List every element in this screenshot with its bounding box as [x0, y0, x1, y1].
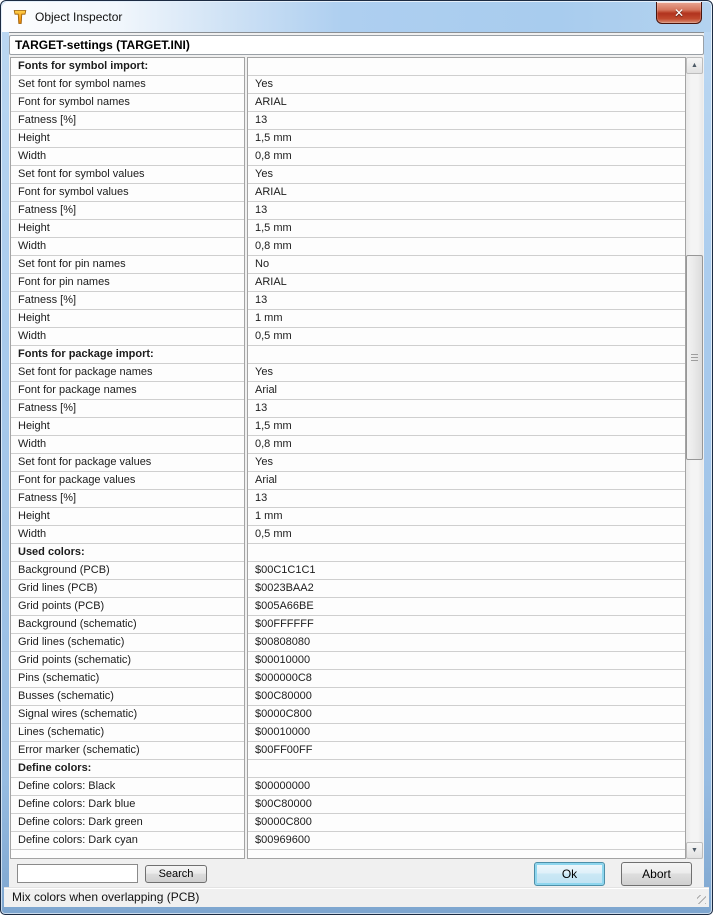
search-input[interactable] [17, 864, 138, 883]
property-label[interactable]: Font for symbol names [11, 94, 244, 112]
property-value[interactable]: 13 [248, 400, 685, 418]
property-label[interactable]: Fatness [%] [11, 292, 244, 310]
property-value[interactable]: ARIAL [248, 274, 685, 292]
property-value[interactable]: 0,8 mm [248, 238, 685, 256]
property-value[interactable]: $00FFFFFF [248, 616, 685, 634]
dialog-content [9, 32, 704, 907]
status-bar [4, 887, 709, 907]
property-value[interactable]: $00000000 [248, 778, 685, 796]
property-label[interactable]: Height [11, 310, 244, 328]
property-label[interactable]: Background (schematic) [11, 616, 244, 634]
property-value[interactable] [248, 58, 685, 76]
property-value[interactable]: 1 mm [248, 310, 685, 328]
property-value[interactable]: $00C80000 [248, 688, 685, 706]
target-app-icon [12, 9, 28, 25]
status-text: Mix colors when overlapping (PCB) [12, 890, 200, 904]
property-label[interactable]: Define colors: [11, 760, 244, 778]
scrollbar-thumb[interactable] [686, 255, 703, 460]
property-label[interactable]: Grid lines (PCB) [11, 580, 244, 598]
property-value[interactable] [248, 346, 685, 364]
property-value[interactable]: 13 [248, 490, 685, 508]
bottom-bar [9, 859, 704, 890]
property-label[interactable]: Fatness [%] [11, 112, 244, 130]
scroll-up-arrow-icon[interactable]: ▲ [686, 57, 703, 74]
property-label[interactable]: Height [11, 508, 244, 526]
property-label[interactable]: Width [11, 328, 244, 346]
property-label[interactable]: Define colors: Dark green [11, 814, 244, 832]
window-title: Object Inspector [35, 10, 123, 24]
property-value[interactable]: No [248, 256, 685, 274]
property-label[interactable]: Width [11, 526, 244, 544]
property-value[interactable]: Yes [248, 454, 685, 472]
property-label[interactable]: Lines (schematic) [11, 724, 244, 742]
property-label[interactable]: Grid lines (schematic) [11, 634, 244, 652]
property-value[interactable]: $00010000 [248, 652, 685, 670]
property-values-pane [247, 57, 686, 859]
property-value[interactable]: $005A66BE [248, 598, 685, 616]
property-label[interactable]: Define colors: Black [11, 778, 244, 796]
close-icon: ✕ [673, 5, 685, 20]
property-label[interactable]: Fatness [%] [11, 202, 244, 220]
scrollbar-grip-icon [691, 354, 698, 361]
property-value[interactable] [248, 544, 685, 562]
property-label[interactable]: Set font for symbol names [11, 76, 244, 94]
property-value[interactable]: $000000C8 [248, 670, 685, 688]
property-label[interactable]: Font for symbol values [11, 184, 244, 202]
property-value[interactable]: 0,8 mm [248, 148, 685, 166]
property-label[interactable]: Set font for symbol values [11, 166, 244, 184]
property-label[interactable]: Error marker (schematic) [11, 742, 244, 760]
property-label[interactable]: Width [11, 238, 244, 256]
property-value[interactable] [248, 760, 685, 778]
resize-grip[interactable] [697, 895, 706, 904]
property-value[interactable]: $00010000 [248, 724, 685, 742]
property-value[interactable]: 1 mm [248, 508, 685, 526]
property-value[interactable]: Arial [248, 382, 685, 400]
title-bar[interactable] [2, 2, 711, 32]
property-value[interactable]: 13 [248, 292, 685, 310]
property-label[interactable]: Set font for pin names [11, 256, 244, 274]
property-value[interactable]: ARIAL [248, 184, 685, 202]
property-label[interactable]: Fatness [%] [11, 490, 244, 508]
property-value[interactable]: $00FF00FF [248, 742, 685, 760]
property-label[interactable]: Set font for package names [11, 364, 244, 382]
property-value[interactable]: 1,5 mm [248, 220, 685, 238]
property-label[interactable]: Font for pin names [11, 274, 244, 292]
property-label[interactable]: Signal wires (schematic) [11, 706, 244, 724]
property-value[interactable]: Yes [248, 364, 685, 382]
property-label[interactable]: Pins (schematic) [11, 670, 244, 688]
abort-button[interactable]: Abort [621, 862, 692, 886]
property-value[interactable]: Yes [248, 166, 685, 184]
property-value[interactable]: 0,5 mm [248, 328, 685, 346]
property-value[interactable]: $00C1C1C1 [248, 562, 685, 580]
property-value[interactable]: 1,5 mm [248, 130, 685, 148]
property-value[interactable]: ARIAL [248, 94, 685, 112]
property-label[interactable]: Font for package values [11, 472, 244, 490]
property-label[interactable]: Background (PCB) [11, 562, 244, 580]
property-value[interactable]: $00969600 [248, 832, 685, 850]
property-label[interactable]: Width [11, 148, 244, 166]
property-label[interactable]: Grid points (PCB) [11, 598, 244, 616]
property-label[interactable]: Height [11, 418, 244, 436]
property-label[interactable]: Height [11, 130, 244, 148]
property-label[interactable]: Fatness [%] [11, 400, 244, 418]
property-label[interactable]: Fonts for symbol import: [11, 58, 244, 76]
property-label[interactable]: Height [11, 220, 244, 238]
property-value[interactable]: $00C80000 [248, 796, 685, 814]
property-value[interactable]: 13 [248, 202, 685, 220]
close-button[interactable] [656, 2, 702, 24]
object-name-field[interactable]: TARGET-settings (TARGET.INI) [9, 35, 704, 55]
property-value[interactable]: $0000C800 [248, 814, 685, 832]
property-label[interactable]: Define colors: Dark cyan [11, 832, 244, 850]
property-labels-pane [10, 57, 245, 859]
search-button[interactable]: Search [145, 865, 207, 883]
property-value[interactable]: $0023BAA2 [248, 580, 685, 598]
scroll-down-arrow-icon[interactable]: ▼ [686, 842, 703, 859]
property-value[interactable]: $00808080 [248, 634, 685, 652]
property-label[interactable]: Font for package names [11, 382, 244, 400]
property-value[interactable]: Yes [248, 76, 685, 94]
property-value[interactable]: 0,5 mm [248, 526, 685, 544]
vertical-scrollbar[interactable] [686, 57, 703, 859]
property-value[interactable]: 13 [248, 112, 685, 130]
property-value[interactable]: 0,8 mm [248, 436, 685, 454]
property-label[interactable]: Define colors: Dark blue [11, 796, 244, 814]
property-label[interactable]: Set font for package values [11, 454, 244, 472]
property-value[interactable]: Arial [248, 472, 685, 490]
property-value[interactable]: 1,5 mm [248, 418, 685, 436]
property-value[interactable]: $0000C800 [248, 706, 685, 724]
property-label[interactable]: Width [11, 436, 244, 454]
property-label[interactable]: Fonts for package import: [11, 346, 244, 364]
property-label[interactable]: Used colors: [11, 544, 244, 562]
ok-button[interactable]: Ok [534, 862, 605, 886]
property-label[interactable]: Busses (schematic) [11, 688, 244, 706]
property-label[interactable]: Grid points (schematic) [11, 652, 244, 670]
property-grid [10, 57, 703, 859]
